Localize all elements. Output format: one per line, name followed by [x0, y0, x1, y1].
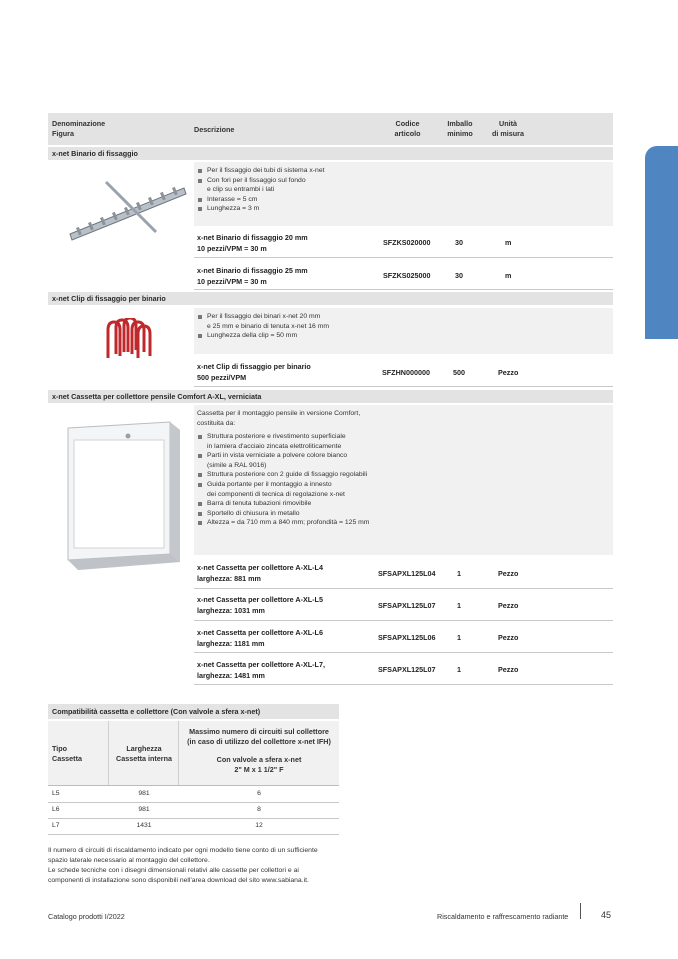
- compat-type: L7: [52, 822, 60, 829]
- header-text: Tipo: [52, 744, 68, 753]
- compat-header-divider: [108, 721, 109, 785]
- row-name: [197, 233, 308, 253]
- side-tab-sistemi[interactable]: [645, 146, 678, 504]
- page-number: 45: [601, 910, 612, 920]
- compat-row: [48, 787, 339, 803]
- compat-header-tipo: [52, 744, 82, 763]
- row-code: SFSAPXL125L07: [378, 601, 436, 610]
- row-name-line: x-net Cassetta per collettore A-XL-L5: [197, 595, 323, 604]
- header-imballo: [440, 119, 480, 138]
- bullet-item: Con fori per il fissaggio sul fondo: [197, 176, 325, 186]
- row-pack: 1: [457, 633, 461, 642]
- compat-type: L6: [52, 806, 60, 813]
- row-name-line: x-net Binario di fissaggio 20 mm: [197, 233, 308, 242]
- row-name-line: 500 pezzi/VPM: [197, 373, 247, 382]
- compat-header-max: [180, 727, 338, 774]
- rail-product-image: [66, 172, 190, 250]
- header-text: di misura: [492, 128, 524, 138]
- row-pack: 500: [453, 368, 465, 377]
- row-unit: m: [505, 238, 512, 247]
- header-text: Figura: [52, 128, 74, 138]
- intro-line: Cassetta per il montaggio pensile in versione Comfort,: [197, 410, 361, 417]
- row-unit: m: [505, 271, 512, 280]
- compat-type: L5: [52, 790, 60, 797]
- bullet-item: Per il fissaggio dei binari x-net 20 mm: [197, 312, 329, 322]
- row-name: [197, 628, 323, 648]
- header-text: Cassetta interna: [116, 753, 172, 763]
- header-text: minimo: [447, 128, 473, 138]
- compat-width: 1431: [136, 822, 152, 829]
- bullet-item: Struttura posteriore con 2 guide di fissaggio regolabili: [197, 470, 369, 480]
- compat-title: Compatibilità cassetta e collettore (Con valvole a sfera x-net): [52, 707, 261, 716]
- row-name-line: x-net Cassetta per collettore A-XL-L6: [197, 628, 323, 637]
- row-pack: 30: [455, 238, 463, 247]
- header-codice: [380, 119, 435, 138]
- bullet-item: e clip su entrambi i lati: [207, 186, 275, 194]
- note-line: spazio laterale necessario al montaggio del collettore.: [48, 857, 210, 864]
- compat-width: 981: [138, 806, 150, 813]
- row-unit: Pezzo: [498, 601, 519, 610]
- bullet-item: Lunghezza della clip = 50 mm: [197, 331, 329, 341]
- bullet-list: [197, 166, 325, 214]
- section-title: x-net Cassetta per collettore pensile Comfort A-XL, verniciata: [52, 392, 262, 401]
- note-line: componenti di installazione sono disponibili nell'area download del sito www.sabiana.it.: [48, 877, 309, 884]
- header-text: Denominazione: [52, 119, 106, 128]
- row-name: [197, 563, 323, 583]
- row-unit: Pezzo: [498, 569, 519, 578]
- note-line: Il numero di circuiti di riscaldamento indicato per ogni modello tiene conto di un sufficiente: [48, 847, 318, 854]
- row-code: SFSAPXL125L04: [378, 569, 436, 578]
- row-pack: 1: [457, 601, 461, 610]
- row-name: [197, 362, 311, 382]
- bullet-item: Parti in vista verniciate a polvere colore bianco: [197, 451, 369, 461]
- row-name: [197, 660, 325, 680]
- bullet-item: Lunghezza = 3 m: [197, 204, 325, 214]
- header-text: Codice: [395, 119, 420, 128]
- row-name-line: x-net Cassetta per collettore A-XL-L7,: [197, 660, 325, 669]
- footer-left: Catalogo prodotti I/2022: [48, 912, 125, 921]
- row-code: SFSAPXL125L06: [378, 633, 436, 642]
- bullet-item: Barra di tenuta tubazioni rimovibile: [197, 499, 369, 509]
- bullet-item: Sportello di chiusura in metallo: [197, 509, 369, 519]
- bullet-list: [197, 432, 369, 528]
- header-descrizione: Descrizione: [194, 125, 235, 134]
- bullet-item: Altezza = da 710 mm a 840 mm; profondità = 125 mm: [197, 518, 369, 528]
- row-name-line: x-net Cassetta per collettore A-XL-L4: [197, 563, 323, 572]
- row-code: SFSAPXL125L07: [378, 665, 436, 674]
- row-name-line: 10 pezzi/VPM = 30 m: [197, 244, 267, 253]
- side-tab-label: Sistemi: [649, 461, 664, 504]
- footer-divider: [580, 903, 581, 919]
- header-text: Con valvole a sfera x-net: [216, 755, 302, 764]
- bullet-item: Per il fissaggio dei tubi di sistema x-net: [197, 166, 325, 176]
- row-unit: Pezzo: [498, 665, 519, 674]
- footer-right: Riscaldamento e raffrescamento radiante: [437, 912, 569, 921]
- row-pack: 1: [457, 665, 461, 674]
- header-text: Cassetta: [52, 753, 82, 763]
- bullet-list: [197, 312, 329, 341]
- row-unit: Pezzo: [498, 633, 519, 642]
- row-name-line: larghezza: 1481 mm: [197, 671, 265, 680]
- compat-max: 8: [257, 806, 261, 813]
- bullet-item: Guida portante per il montaggio a innesto: [197, 480, 369, 490]
- row-pack: 30: [455, 271, 463, 280]
- compat-width: 981: [138, 790, 150, 797]
- header-text: Imballo: [447, 119, 473, 128]
- row-name: [197, 595, 323, 615]
- clip-product-image: [104, 318, 152, 362]
- compat-max: 12: [255, 822, 263, 829]
- bullet-item: e 25 mm e binario di tenuta x-net 16 mm: [207, 322, 330, 330]
- cabinet-product-image: [58, 420, 186, 572]
- compat-header-divider: [178, 721, 179, 785]
- header-text: Massimo numero di circuiti sul collettore: [189, 727, 329, 736]
- header-text: articolo: [394, 128, 421, 138]
- header-denominazione: [52, 119, 105, 138]
- intro-line: costituita da:: [197, 419, 236, 427]
- row-name-line: larghezza: 1181 mm: [197, 639, 265, 648]
- row-name-line: larghezza: 881 mm: [197, 574, 261, 583]
- row-name-line: larghezza: 1031 mm: [197, 606, 265, 615]
- bullet-item: dei componenti di tecnica di regolazione x-net: [207, 490, 345, 498]
- compat-max: 6: [257, 790, 261, 797]
- bullet-item: Struttura posteriore e rivestimento superficiale: [197, 432, 369, 442]
- header-text: 2" M x 1 1/2" F: [234, 764, 284, 774]
- header-unita: [487, 119, 529, 138]
- row-code: SFZKS025000: [383, 271, 431, 280]
- row-name: [197, 266, 308, 286]
- bullet-item: in lamiera d'acciaio zincata elettroliticamente: [207, 442, 342, 450]
- row-code: SFZKS020000: [383, 238, 431, 247]
- header-text: Larghezza: [126, 744, 162, 753]
- header-text: Unità: [499, 119, 517, 128]
- header-text: (in caso di utilizzo del collettore x-net IFH): [187, 736, 331, 746]
- row-unit: Pezzo: [498, 368, 519, 377]
- bullet-item: (simile a RAL 9016): [207, 461, 267, 469]
- bullet-item: Interasse = 5 cm: [197, 195, 325, 205]
- notes: [48, 846, 318, 886]
- row-pack: 1: [457, 569, 461, 578]
- row-name-line: 10 pezzi/VPM = 30 m: [197, 277, 267, 286]
- row-name-line: x-net Binario di fissaggio 25 mm: [197, 266, 308, 275]
- row-code: SFZHN000000: [382, 368, 430, 377]
- section-title: x-net Binario di fissaggio: [52, 149, 138, 158]
- compat-row: [48, 803, 339, 819]
- section-intro: [197, 409, 360, 428]
- row-name-line: x-net Clip di fissaggio per binario: [197, 362, 311, 371]
- compat-row: [48, 819, 339, 835]
- compat-header-larghezza: [112, 744, 176, 763]
- section-title: x-net Clip di fissaggio per binario: [52, 294, 166, 303]
- note-line: Le schede tecniche con i disegni dimensionali relativi alle cassette per collettori e ai: [48, 867, 299, 874]
